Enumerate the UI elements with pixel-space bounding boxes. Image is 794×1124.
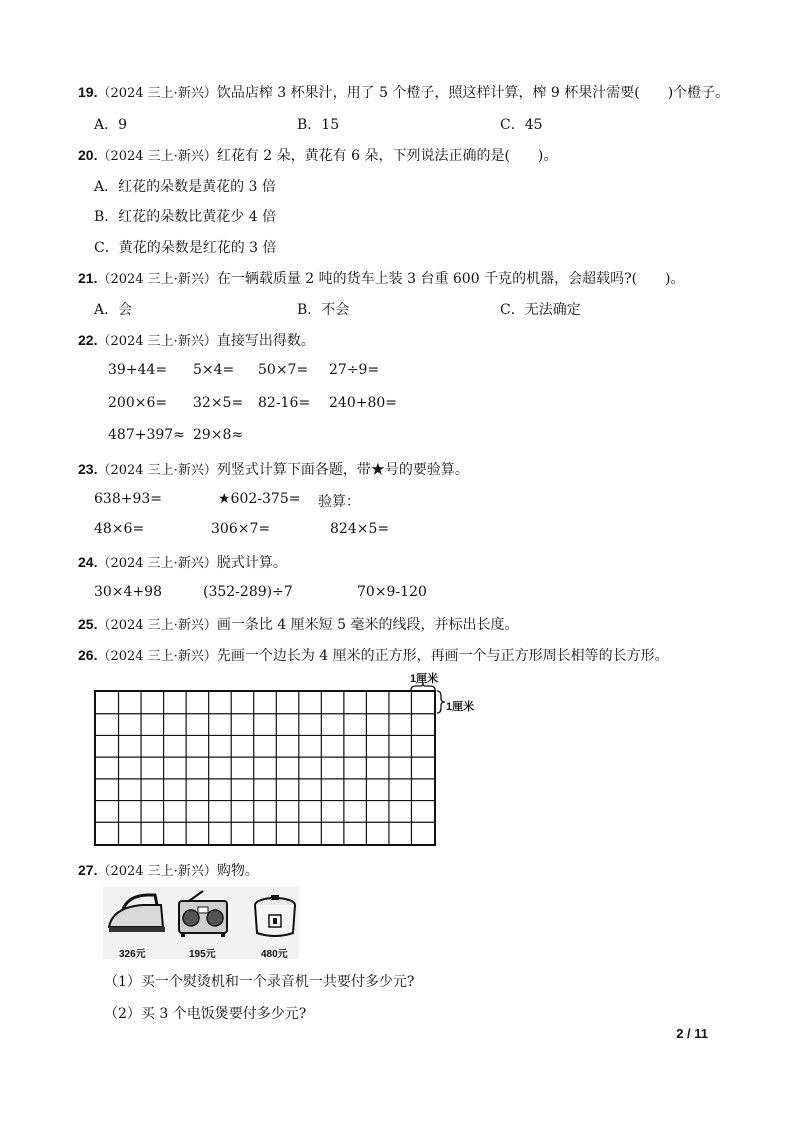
question-number: 24. bbox=[78, 554, 98, 570]
question-source: （2024 三上·新兴） bbox=[97, 864, 217, 879]
question-source: （2024 三上·新兴） bbox=[97, 556, 217, 571]
question-source: （2024 三上·新兴） bbox=[97, 334, 217, 349]
grid-lines bbox=[96, 692, 434, 844]
question-text: 红花有 2 朵，黄花有 6 朵，下列说法正确的是( )。 bbox=[216, 148, 558, 164]
calc-item: 48×6= bbox=[94, 521, 145, 537]
sub-question-1: （1）买一个熨烫机和一个录音机一共要付多少元? bbox=[104, 974, 415, 990]
option-c: C．黄花的朵数是红花的 3 倍 bbox=[94, 240, 277, 256]
question-source: （2024 三上·新兴） bbox=[97, 463, 217, 478]
question-24 bbox=[78, 552, 287, 572]
calc-item: 240+80= bbox=[329, 395, 397, 411]
calc-item: 30×4+98 bbox=[94, 584, 162, 600]
calc-item: 39+44= bbox=[108, 362, 168, 378]
calc-item: 5×4= bbox=[193, 362, 235, 378]
option-a: A．红花的朵数是黄花的 3 倍 bbox=[94, 179, 276, 195]
calc-item: 200×6= bbox=[108, 395, 168, 411]
question-text: 脱式计算。 bbox=[216, 555, 287, 571]
question-26 bbox=[78, 645, 669, 665]
question-source: （2024 三上·新兴） bbox=[97, 618, 217, 633]
question-source: （2024 三上·新兴） bbox=[97, 649, 217, 664]
grid-unit-label-right: 1厘米 bbox=[446, 701, 475, 713]
calc-item: 27÷9= bbox=[329, 362, 380, 378]
page-number: 2 / 11 bbox=[676, 1026, 708, 1041]
price-label: 326元 bbox=[119, 949, 146, 960]
radio-icon bbox=[179, 891, 227, 937]
question-22 bbox=[78, 330, 315, 350]
question-number: 22. bbox=[78, 332, 98, 348]
calc-item: 50×7= bbox=[258, 362, 309, 378]
calc-item: 32×5= bbox=[193, 395, 244, 411]
brace-right-icon bbox=[436, 690, 446, 714]
option-c: C．无法确定 bbox=[500, 302, 581, 318]
sub-question-2: （2）买 3 个电饭煲要付多少元? bbox=[104, 1006, 307, 1022]
question-number: 23. bbox=[78, 461, 98, 477]
rice-cooker-icon bbox=[255, 895, 295, 936]
question-21 bbox=[78, 268, 685, 288]
question-source: （2024 三上·新兴） bbox=[97, 86, 217, 101]
question-number: 19. bbox=[78, 84, 98, 100]
calc-item: 824×5= bbox=[330, 521, 390, 537]
question-source: （2024 三上·新兴） bbox=[97, 149, 217, 164]
question-number: 26. bbox=[78, 647, 98, 663]
calc-item: 306×7= bbox=[211, 521, 271, 537]
price-label: 480元 bbox=[261, 949, 288, 960]
question-number: 21. bbox=[78, 270, 98, 286]
price-label: 195元 bbox=[189, 949, 216, 960]
calc-item: 82-16= bbox=[258, 395, 311, 411]
option-b: B．红花的朵数比黄花少 4 倍 bbox=[94, 209, 277, 225]
option-b: B．15 bbox=[297, 117, 340, 133]
items-illustration bbox=[103, 887, 299, 945]
question-25 bbox=[78, 614, 518, 634]
question-text: 饮品店榨 3 杯果汁，用了 5 个橙子，照这样计算，榨 9 杯果汁需要( )个橙子。 bbox=[216, 85, 730, 101]
question-text: 列竖式计算下面各题，带★号的要验算。 bbox=[216, 462, 469, 478]
calc-item: ★602-375= bbox=[218, 491, 301, 507]
question-text: 画一条比 4 厘米短 5 毫米的线段，并标出长度。 bbox=[216, 617, 519, 633]
question-number: 25. bbox=[78, 616, 98, 632]
calc-item: 70×9-120 bbox=[357, 584, 427, 600]
question-number: 20. bbox=[78, 147, 98, 163]
question-source: （2024 三上·新兴） bbox=[97, 272, 217, 287]
option-a: A．9 bbox=[94, 117, 128, 133]
check-label: 验算： bbox=[318, 494, 360, 510]
square-grid[interactable] bbox=[94, 690, 436, 846]
question-text: 直接写出得数。 bbox=[216, 333, 315, 349]
question-27 bbox=[78, 860, 259, 880]
question-20 bbox=[78, 145, 557, 165]
calc-item: (352-289)÷7 bbox=[203, 584, 293, 600]
shopping-picture bbox=[103, 887, 299, 959]
option-a: A．会 bbox=[94, 302, 133, 318]
question-text: 购物。 bbox=[216, 863, 259, 879]
question-23 bbox=[78, 459, 469, 479]
option-c: C．45 bbox=[500, 117, 543, 133]
calc-item: 487+397≈ bbox=[108, 427, 185, 443]
calc-item: 638+93= bbox=[94, 491, 162, 507]
option-b: B．不会 bbox=[297, 302, 350, 318]
question-text: 先画一个边长为 4 厘米的正方形，再画一个与正方形周长相等的长方形。 bbox=[216, 648, 669, 664]
question-text: 在一辆载质量 2 吨的货车上装 3 台重 600 千克的机器，会超载吗?( )。 bbox=[216, 271, 685, 287]
question-number: 27. bbox=[78, 862, 98, 878]
grid-unit-label-top: 1厘米 bbox=[410, 673, 439, 685]
iron-icon bbox=[109, 895, 165, 932]
question-19 bbox=[78, 82, 729, 102]
calc-item: 29×8≈ bbox=[193, 427, 244, 443]
